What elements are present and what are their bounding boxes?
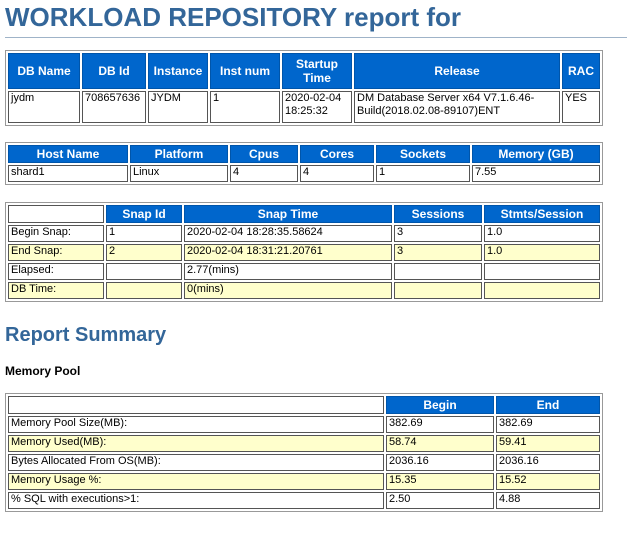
begin-value-cell: 382.69 [386, 416, 494, 433]
sessions-cell: 3 [394, 225, 482, 242]
end-value-cell: 15.52 [496, 473, 600, 490]
host-name-header: Host Name [8, 145, 128, 163]
snap-id-cell: 2 [106, 244, 182, 261]
memory-gb-cell: 7.55 [472, 165, 600, 182]
metric-label-cell: Memory Used(MB): [8, 435, 384, 452]
stmts-cell: 1.0 [484, 225, 600, 242]
snap-label-cell: End Snap: [8, 244, 104, 261]
memory-gb-header: Memory (GB) [472, 145, 600, 163]
table-row [8, 225, 600, 242]
db-info-table [5, 50, 603, 126]
sessions-cell: 3 [394, 244, 482, 261]
release-header: Release [354, 53, 560, 89]
cores-header: Cores [300, 145, 374, 163]
release-cell: DM Database Server x64 V7.1.6.46-Build(2018.02.08-89107)ENT [354, 91, 560, 123]
db-id-cell: 708657636 [82, 91, 146, 123]
table-row [8, 416, 600, 433]
table-row [8, 473, 600, 490]
table-row [8, 492, 600, 509]
sessions-cell [394, 282, 482, 299]
end-header: End [496, 396, 600, 414]
stmts-per-session-header: Stmts/Session [484, 205, 600, 223]
snap-time-cell: 0(mins) [184, 282, 392, 299]
snap-label-cell: DB Time: [8, 282, 104, 299]
host-info-table [5, 142, 603, 185]
sessions-header: Sessions [394, 205, 482, 223]
memory-pool-heading: Memory Pool [5, 364, 81, 378]
startup-time-header: Startup Time [282, 53, 352, 89]
begin-value-cell: 15.35 [386, 473, 494, 490]
inst-num-header: Inst num [210, 53, 280, 89]
snap-label-cell: Elapsed: [8, 263, 104, 280]
end-value-cell: 59.41 [496, 435, 600, 452]
snap-id-header: Snap Id [106, 205, 182, 223]
begin-value-cell: 2.50 [386, 492, 494, 509]
snap-id-cell [106, 282, 182, 299]
snap-id-cell: 1 [106, 225, 182, 242]
begin-header: Begin [386, 396, 494, 414]
db-id-header: DB Id [82, 53, 146, 89]
metric-label-cell: Bytes Allocated From OS(MB): [8, 454, 384, 471]
snap-time-cell: 2020-02-04 18:28:35.58624 [184, 225, 392, 242]
end-value-cell: 4.88 [496, 492, 600, 509]
snap-time-header: Snap Time [184, 205, 392, 223]
host-name-cell: shard1 [8, 165, 128, 182]
cpus-cell: 4 [230, 165, 298, 182]
snap-corner-header [8, 205, 104, 223]
table-row [8, 244, 600, 261]
sockets-cell: 1 [376, 165, 470, 182]
sessions-cell [394, 263, 482, 280]
snap-id-cell [106, 263, 182, 280]
snap-label-cell: Begin Snap: [8, 225, 104, 242]
report-title: WORKLOAD REPOSITORY report for [5, 2, 461, 32]
table-row [8, 282, 600, 299]
table-row [8, 263, 600, 280]
stmts-cell: 1.0 [484, 244, 600, 261]
title-divider [5, 37, 627, 38]
report-summary-heading: Report Summary [5, 324, 167, 346]
end-value-cell: 2036.16 [496, 454, 600, 471]
memory-corner-header [8, 396, 384, 414]
stmts-cell [484, 263, 600, 280]
instance-header: Instance [148, 53, 208, 89]
metric-label-cell: Memory Usage %: [8, 473, 384, 490]
startup-time-cell: 2020-02-04 18:25:32 [282, 91, 352, 123]
snapshot-table [5, 202, 603, 302]
snap-time-cell: 2.77(mins) [184, 263, 392, 280]
db-name-header: DB Name [8, 53, 80, 89]
instance-cell: JYDM [148, 91, 208, 123]
begin-value-cell: 58.74 [386, 435, 494, 452]
metric-label-cell: % SQL with executions>1: [8, 492, 384, 509]
snap-time-cell: 2020-02-04 18:31:21.20761 [184, 244, 392, 261]
memory-pool-table [5, 393, 603, 512]
begin-value-cell: 2036.16 [386, 454, 494, 471]
metric-label-cell: Memory Pool Size(MB): [8, 416, 384, 433]
platform-cell: Linux [130, 165, 228, 182]
table-row [8, 454, 600, 471]
stmts-cell [484, 282, 600, 299]
db-name-cell: jydm [8, 91, 80, 123]
sockets-header: Sockets [376, 145, 470, 163]
rac-cell: YES [562, 91, 600, 123]
inst-num-cell: 1 [210, 91, 280, 123]
table-row [8, 435, 600, 452]
cpus-header: Cpus [230, 145, 298, 163]
platform-header: Platform [130, 145, 228, 163]
end-value-cell: 382.69 [496, 416, 600, 433]
rac-header: RAC [562, 53, 600, 89]
cores-cell: 4 [300, 165, 374, 182]
